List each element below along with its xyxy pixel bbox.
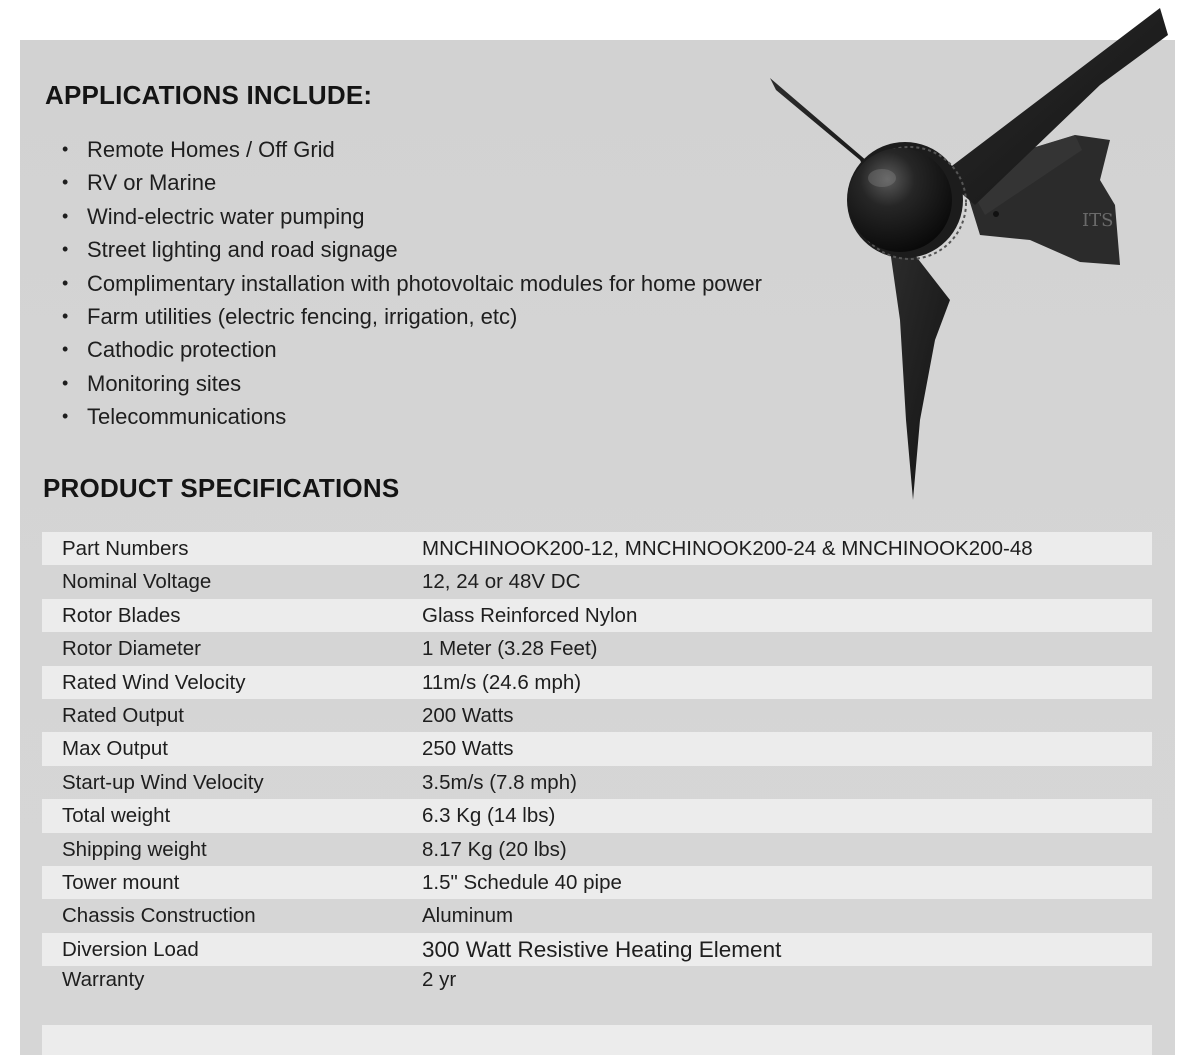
list-item	[60, 368, 762, 401]
bullet-icon: •	[62, 205, 69, 226]
bullet-icon: •	[62, 139, 69, 159]
table-row	[42, 732, 1152, 765]
applications-heading: APPLICATIONS INCLUDE:	[45, 80, 373, 110]
table-row	[42, 966, 1152, 993]
spec-value: 3.5m/s (7.8 mph)	[422, 770, 577, 794]
table-row	[42, 666, 1152, 699]
spec-label: Start-up Wind Velocity	[62, 770, 264, 794]
hub-icon	[848, 148, 952, 252]
applications-list	[60, 134, 762, 435]
application-text: Monitoring sites	[87, 370, 242, 396]
bullet-icon: •	[62, 406, 69, 427]
bullet-icon: •	[62, 172, 69, 193]
spec-value: 1 Meter (3.28 Feet)	[422, 637, 598, 661]
list-item	[60, 167, 762, 200]
table-row	[42, 699, 1152, 732]
list-item	[60, 334, 762, 367]
spec-label: Rotor Diameter	[62, 637, 201, 661]
application-text: Farm utilities (electric fencing, irrigation, etc)	[87, 303, 518, 329]
table-row	[42, 899, 1152, 932]
spec-value: 2 yr	[422, 968, 457, 992]
spec-label: Warranty	[62, 968, 145, 992]
spec-value: 250 Watts	[422, 737, 514, 761]
spec-value: 8.17 Kg (20 lbs)	[422, 837, 567, 861]
list-item	[60, 134, 762, 167]
table-footer-row	[42, 1025, 1152, 1055]
spec-label: Shipping weight	[62, 837, 207, 861]
application-text: Street lighting and road signage	[87, 237, 398, 263]
table-row	[42, 532, 1152, 565]
spec-value: 12, 24 or 48V DC	[422, 570, 581, 594]
spec-value: MNCHINOOK200-12, MNCHINOOK200-24 & MNCHINOOK200-48	[422, 537, 1033, 560]
table-row	[42, 766, 1152, 799]
spec-label: Rotor Blades	[62, 603, 181, 627]
spec-label: Nominal Voltage	[62, 570, 212, 594]
application-text: Telecommunications	[87, 404, 287, 430]
spec-label: Tower mount	[62, 870, 180, 894]
application-text: Wind-electric water pumping	[87, 203, 365, 229]
spec-label: Total weight	[62, 804, 171, 828]
application-text: Complimentary installation with photovoltaic modules for home power	[87, 270, 762, 296]
spec-label: Rated Output	[62, 703, 184, 727]
spec-label: Diversion Load	[62, 937, 199, 961]
spec-value: 200 Watts	[422, 703, 514, 727]
table-row	[42, 565, 1152, 598]
table-row	[42, 632, 1152, 665]
spec-value: Aluminum	[422, 904, 514, 928]
list-item	[60, 234, 762, 267]
list-item	[60, 401, 762, 434]
list-item	[60, 301, 762, 334]
spec-value: 11m/s (24.6 mph)	[422, 670, 582, 694]
table-row	[42, 933, 1152, 966]
bullet-icon: •	[62, 272, 69, 293]
table-row	[42, 833, 1152, 866]
spec-label: Max Output	[62, 737, 168, 761]
application-text: Cathodic protection	[87, 337, 277, 363]
tail-mark: ITS	[1082, 210, 1114, 231]
bullet-icon: •	[62, 305, 69, 326]
spec-value: 1.5" Schedule 40 pipe	[422, 870, 622, 894]
bullet-icon: •	[62, 339, 69, 360]
table-row	[42, 599, 1152, 632]
blade-lower	[890, 250, 950, 500]
table-row	[42, 799, 1152, 832]
table-spacer	[42, 993, 1152, 1025]
specifications-heading: PRODUCT SPECIFICATIONS	[43, 473, 400, 503]
spec-value: 6.3 Kg (14 lbs)	[422, 804, 556, 828]
list-item	[60, 201, 762, 234]
list-item	[60, 268, 762, 301]
spec-label: Chassis Construction	[62, 904, 256, 928]
bullet-icon: •	[62, 372, 69, 393]
spec-value: 300 Watt Resistive Heating Element	[422, 936, 782, 962]
application-text: RV or Marine	[87, 170, 217, 196]
specifications-table	[42, 532, 1152, 1055]
bullet-icon: •	[62, 239, 69, 260]
table-row	[42, 866, 1152, 899]
spec-value: Glass Reinforced Nylon	[422, 603, 638, 627]
application-text: Remote Homes / Off Grid	[87, 137, 335, 162]
spec-label: Part Numbers	[62, 537, 189, 560]
wind-turbine-image	[760, 0, 1180, 510]
spec-label: Rated Wind Velocity	[62, 670, 246, 694]
